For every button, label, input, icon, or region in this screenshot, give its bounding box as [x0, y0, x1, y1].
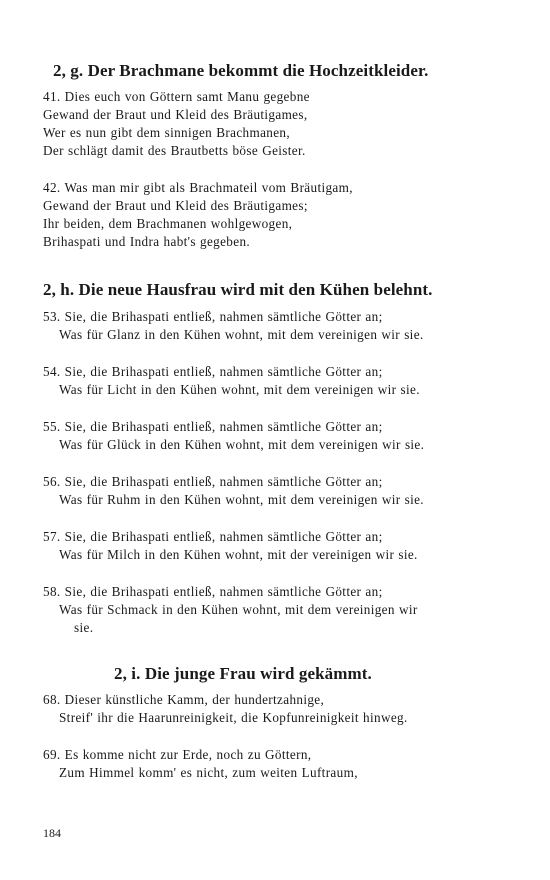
- section-heading-2h: 2, h. Die neue Hausfrau wird mit den Kühen belehnt.: [43, 280, 433, 299]
- stanza-41: [43, 88, 513, 160]
- verse-line: sie.: [74, 620, 94, 635]
- verse-line: Wer es nun gibt dem sinnigen Brachmanen,: [43, 125, 291, 140]
- stanza-69: [43, 746, 513, 782]
- page-number: 184: [43, 826, 61, 840]
- verse-line: Was für Schmack in den Kühen wohnt, mit dem vereinigen wir: [59, 602, 418, 617]
- verse-line: Brihaspati und Indra habt's gegeben.: [43, 234, 251, 249]
- verse-line: Zum Himmel komm' es nicht, zum weiten Luftraum,: [59, 765, 358, 780]
- stanza-58: [43, 583, 513, 637]
- section-heading-2g: 2, g. Der Brachmane bekommt die Hochzeitkleider.: [53, 61, 429, 80]
- stanza-53: [43, 308, 513, 344]
- stanza-42: [43, 179, 513, 251]
- section-heading-2i: 2, i. Die junge Frau wird gekämmt.: [114, 664, 372, 683]
- verse-line: Ihr beiden, dem Brachmanen wohlgewogen,: [43, 216, 293, 231]
- verse-line: Was für Milch in den Kühen wohnt, mit der vereinigen wir sie.: [59, 547, 418, 562]
- verse-line: 55. Sie, die Brihaspati entließ, nahmen sämtliche Götter an;: [43, 419, 383, 434]
- stanza-54: [43, 363, 513, 399]
- verse-line: 41. Dies euch von Göttern samt Manu gegebne: [43, 89, 310, 104]
- verse-line: Was für Ruhm in den Kühen wohnt, mit dem vereinigen wir sie.: [59, 492, 424, 507]
- verse-line: 54. Sie, die Brihaspati entließ, nahmen sämtliche Götter an;: [43, 364, 383, 379]
- verse-line: Was für Glanz in den Kühen wohnt, mit dem vereinigen wir sie.: [59, 327, 424, 342]
- verse-line: Der schlägt damit des Brautbetts böse Geister.: [43, 143, 306, 158]
- stanza-57: [43, 528, 513, 564]
- verse-line: Streif' ihr die Haarunreinigkeit, die Kopfunreinigkeit hinweg.: [59, 710, 408, 725]
- verse-line: Was für Licht in den Kühen wohnt, mit dem vereinigen wir sie.: [59, 382, 420, 397]
- stanza-56: [43, 473, 513, 509]
- verse-line: Gewand der Braut und Kleid des Bräutigames,: [43, 107, 308, 122]
- verse-line: 53. Sie, die Brihaspati entließ, nahmen sämtliche Götter an;: [43, 309, 383, 324]
- verse-line: 69. Es komme nicht zur Erde, noch zu Göttern,: [43, 747, 312, 762]
- verse-line: 58. Sie, die Brihaspati entließ, nahmen sämtliche Götter an;: [43, 584, 383, 599]
- stanza-55: [43, 418, 513, 454]
- stanza-68: [43, 691, 513, 727]
- verse-line: Was für Glück in den Kühen wohnt, mit dem vereinigen wir sie.: [59, 437, 425, 452]
- verse-line: Gewand der Braut und Kleid des Bräutigames;: [43, 198, 308, 213]
- verse-line: 68. Dieser künstliche Kamm, der hundertzahnige,: [43, 692, 325, 707]
- verse-line: 57. Sie, die Brihaspati entließ, nahmen sämtliche Götter an;: [43, 529, 383, 544]
- verse-line: 42. Was man mir gibt als Brachmateil vom Bräutigam,: [43, 180, 353, 195]
- verse-line: 56. Sie, die Brihaspati entließ, nahmen sämtliche Götter an;: [43, 474, 383, 489]
